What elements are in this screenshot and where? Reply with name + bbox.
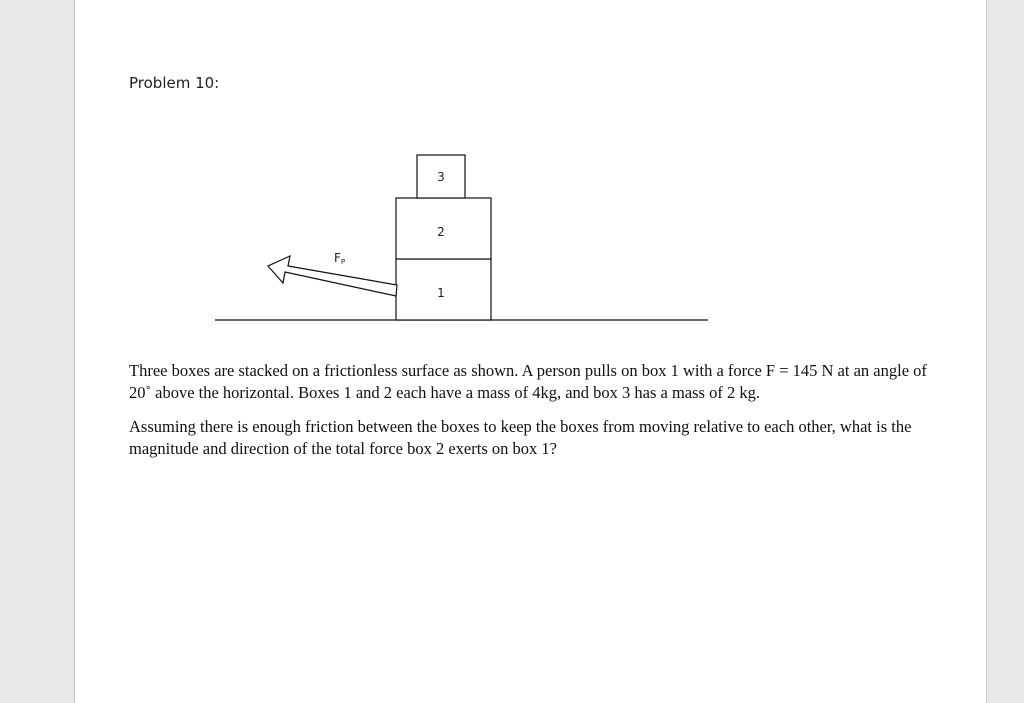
problem-statement: Three boxes are stacked on a frictionless surface as shown. A person pulls on box 1 with a force F = 145 N at an angle of 20˚ above the horizontal. Boxes 1 and 2 each have a mass of 4kg, and box 3 has a mass of 2 kg. <box>129 361 927 402</box>
force-subscript: P <box>340 258 346 266</box>
pull-force-arrow <box>268 256 397 296</box>
force-label <box>334 251 345 266</box>
force-symbol: F <box>334 251 341 265</box>
box-2-label: 2 <box>437 225 445 239</box>
problem-heading: Problem 10: <box>129 74 220 92</box>
box-3-label: 3 <box>437 170 445 184</box>
box-1-label: 1 <box>437 286 445 300</box>
box-stack-diagram <box>75 0 986 340</box>
document-page <box>74 0 987 703</box>
problem-question: Assuming there is enough friction between the boxes to keep the boxes from moving relative to each other, what is the magnitude and direction of the total force box 2 exerts on box 1? <box>129 417 912 458</box>
